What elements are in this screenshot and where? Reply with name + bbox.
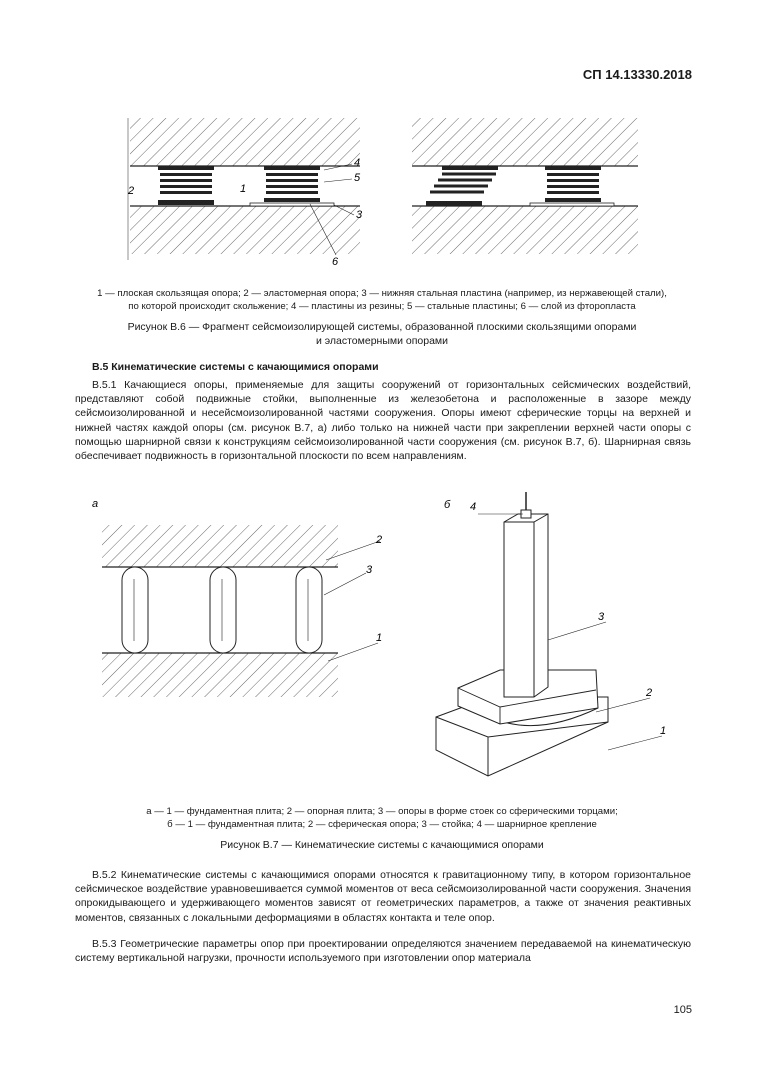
fig-b7-panel-a-label: а <box>92 498 99 510</box>
figure-b7-legend-line-2: б — 1 — фундаментная плита; 2 — сферическая опора; 3 — стойка; 4 — шарнирное крепление <box>167 819 597 830</box>
fig-b7-a-marker-1: 1 <box>376 632 383 644</box>
fig-b6-marker-3: 3 <box>356 209 363 221</box>
figure-b6-title-line-2: и эластомерными опорами <box>315 335 449 347</box>
fig-b6-marker-6: 6 <box>332 256 339 268</box>
figure-b7-a-drawing <box>88 495 408 715</box>
figure-b6-legend-line-2: по которой происходит скольжение; 4 — пластины из резины; 5 — стальные пластины; 6 — слой из фторопласта <box>128 301 636 312</box>
fig-b7-b-marker-1: 1 <box>660 725 667 737</box>
fig-b7-b-marker-3: 3 <box>598 611 605 623</box>
section-b5-paragraph-1: В.5.1 Качающиеся опоры, применяемые для защиты сооружений от горизонтальных сейсмических воздействий, представляют собой подвижные стойки, выполненные из железобетона и расположенные в зазоре между сейсмоизолированной и несейсмоизолированной частями сооружения. Опоры имеют сферические торцы на верхней и нижней частях каждой опоры (см. рисунок В.7, а) либо только на нижней части при закреплении верхней части опоры с помощью шарнирной связи к конструкциям сейсмоизолированной части сооружения (см. рисунок В.7, б). Шарнирная связь обеспечивает подвижность в горизонтальной плоскости по всем направлениям. <box>75 379 691 463</box>
fig-b7-a-marker-3: 3 <box>366 564 373 576</box>
fig-b7-panel-b-label: б <box>444 499 451 511</box>
fig-b7-a-marker-2: 2 <box>376 534 383 546</box>
page-number: 105 <box>673 1004 692 1016</box>
fig-b6-marker-2: 2 <box>128 185 135 197</box>
fig-b6-marker-5: 5 <box>354 172 361 184</box>
figure-b6-drawing <box>120 100 650 270</box>
fig-b6-marker-1: 1 <box>240 183 247 195</box>
fig-b6-marker-4: 4 <box>354 157 361 169</box>
figure-b6-title <box>60 320 704 348</box>
section-b5-heading: В.5 Кинематические системы с качающимися опорами <box>92 361 379 373</box>
figure-b6-title-line-1: Рисунок В.6 — Фрагмент сейсмоизолирующей системы, образованной плоскими скользящими опорами <box>127 321 637 333</box>
section-b5-paragraph-2: В.5.2 Кинематические системы с качающимися опорами относятся к гравитационному типу, в котором горизонтальное сейсмическое воздействие уравновешивается суммой моментов от веса сейсмоизолированной части сооружения. Значения опрокидывающего и удерживающего моментов зависят от геометрических параметров, а также от значения реактивных моментов, связанных с локальными деформациями в областях контакта и теле опор. <box>75 869 691 924</box>
figure-b7-b-drawing <box>430 492 690 792</box>
fig-b7-b-marker-4: 4 <box>470 501 477 513</box>
document-code: СП 14.13330.2018 <box>582 67 692 82</box>
figure-b7-legend-line-1: а — 1 — фундаментная плита; 2 — опорная плита; 3 — опоры в форме стоек со сферическими торцами; <box>146 806 618 817</box>
section-b5-paragraph-3: В.5.3 Геометрические параметры опор при проектировании определяются значением передаваемой на кинематическую систему вертикальной нагрузки, прочности используемого при изготовлении опор материала <box>75 938 691 965</box>
figure-b6-legend-line-1: 1 — плоская скользящая опора; 2 — эластомерная опора; 3 — нижняя стальная пластина (например, из нержавеющей стали), <box>97 288 667 299</box>
fig-b7-b-marker-2: 2 <box>646 687 653 699</box>
figure-b7-legend <box>60 805 704 831</box>
figure-b6-legend <box>60 287 704 313</box>
figure-b7-title: Рисунок В.7 — Кинематические системы с качающимися опорами <box>220 839 544 851</box>
